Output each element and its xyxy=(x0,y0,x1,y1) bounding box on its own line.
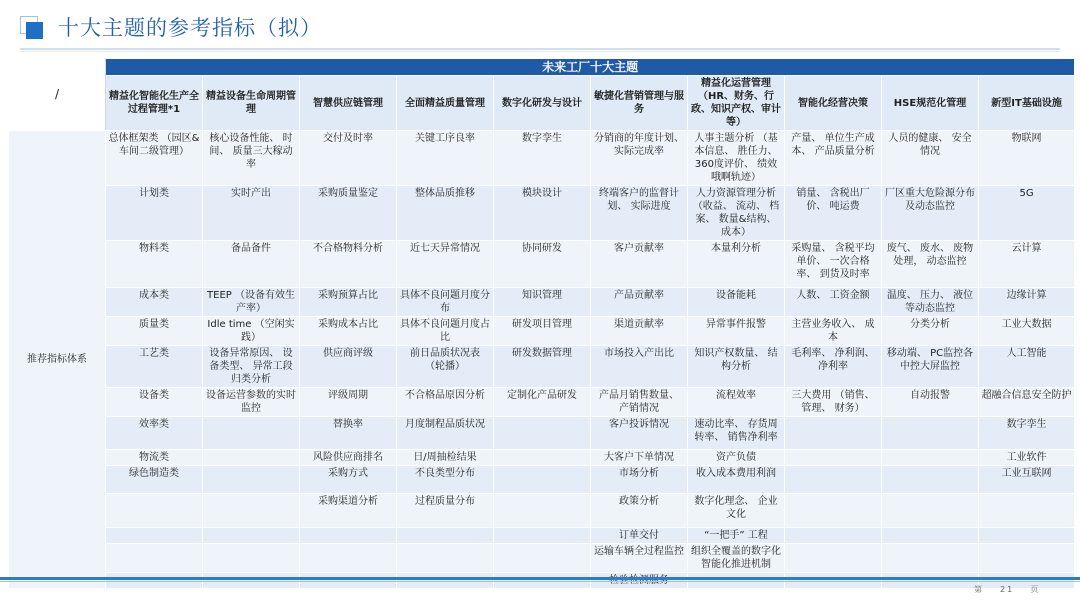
table-cell: 成本类 xyxy=(106,288,203,317)
table-cell: 设备类 xyxy=(106,388,203,417)
column-header: 全面精益质量管理 xyxy=(397,76,494,131)
table-row xyxy=(9,131,1075,186)
table-cell: 人数、 工资金额 xyxy=(785,288,882,317)
table-cell: 整体品质推移 xyxy=(397,186,494,241)
table-cell: 知识管理 xyxy=(494,288,591,317)
table-cell: 研发项目管理 xyxy=(494,317,591,346)
table-cell: 市场投入产出比 xyxy=(591,346,688,388)
table-row xyxy=(9,494,1075,528)
table-cell: 销量、 含税出厂价、 吨运费 xyxy=(785,186,882,241)
table-cell: 云计算 xyxy=(979,241,1075,288)
table-cell xyxy=(203,450,300,466)
table-cell: TEEP （设备有效生产率） xyxy=(203,288,300,317)
table-cell: 厂区重大危险源分布及动态监控 xyxy=(882,186,979,241)
page-prefix: 第 xyxy=(974,585,984,594)
table-cell: 备品备件 xyxy=(203,241,300,288)
column-header: 智能化经营决策 xyxy=(785,76,882,131)
side-label: 推荐指标体系 xyxy=(9,131,106,589)
table-cell: “一把手” 工程 xyxy=(688,528,785,544)
table-cell: 供应商评级 xyxy=(300,346,397,388)
table-cell: 总体框架类 （园区&车间二级管理） xyxy=(106,131,203,186)
table-cell: 毛利率、 净利润、 净利率 xyxy=(785,346,882,388)
group-header-row xyxy=(9,59,1075,76)
table-row xyxy=(9,466,1075,494)
table-cell: 月度制程品质状况 xyxy=(397,417,494,450)
table-cell: 市场分析 xyxy=(591,466,688,494)
column-header: 敏捷化营销管理与服务 xyxy=(591,76,688,131)
indicator-table xyxy=(8,58,1075,589)
corner-cell: / xyxy=(9,59,106,131)
title-divider-thin xyxy=(20,51,1060,52)
table-cell: 渠道贡献率 xyxy=(591,317,688,346)
table-cell: 绿色制造类 xyxy=(106,466,203,494)
table-cell: 边缘计算 xyxy=(979,288,1075,317)
table-cell: 采购成本占比 xyxy=(300,317,397,346)
table-cell: 产量、 单位生产成本、 产品质量分析 xyxy=(785,131,882,186)
table-cell: 过程质量分布 xyxy=(397,494,494,528)
table-cell: 不良类型分布 xyxy=(397,466,494,494)
table-cell: 分销商的年度计划、 实际完成率 xyxy=(591,131,688,186)
table-cell: 替换率 xyxy=(300,417,397,450)
table-cell: 具体不良问题月度占比 xyxy=(397,317,494,346)
table-row xyxy=(9,346,1075,388)
table-cell xyxy=(882,417,979,450)
table-cell xyxy=(494,528,591,544)
table-cell: 交付及时率 xyxy=(300,131,397,186)
table-cell: 组织全覆盖的数字化智能化推进机制 xyxy=(688,544,785,573)
table-cell: 数字孪生 xyxy=(979,417,1075,450)
table-cell xyxy=(106,494,203,528)
table-cell: 异常事件报警 xyxy=(688,317,785,346)
table-cell: 订单交付 xyxy=(591,528,688,544)
table-cell xyxy=(882,494,979,528)
page-number-value: 21 xyxy=(1000,585,1015,594)
column-header: 新型IT基础设施 xyxy=(979,76,1075,131)
table-cell: 移动端、 PC监控各中控大屏监控 xyxy=(882,346,979,388)
table-cell: 温度、 压力、 液位等动态监控 xyxy=(882,288,979,317)
table-cell: 废气、 废水、 废物处理， 动态监控 xyxy=(882,241,979,288)
table-cell xyxy=(300,528,397,544)
table-cell: 物联网 xyxy=(979,131,1075,186)
footer-divider xyxy=(0,577,1080,580)
table-cell: 设备能耗 xyxy=(688,288,785,317)
group-header: 未来工厂十大主题 xyxy=(106,59,1075,76)
table-cell xyxy=(397,544,494,573)
table-cell: 人工智能 xyxy=(979,346,1075,388)
footer-divider-thin xyxy=(0,581,1080,582)
table-cell: 质量类 xyxy=(106,317,203,346)
table-cell: 自动报警 xyxy=(882,388,979,417)
table-cell: 速动比率、 存货周转率、 销售净利率 xyxy=(688,417,785,450)
page-title: 十大主题的参考指标（拟） xyxy=(58,16,322,40)
table-cell xyxy=(203,494,300,528)
table-cell: 本量利分析 xyxy=(688,241,785,288)
table-cell: 前日品质状况表 （轮播） xyxy=(397,346,494,388)
table-cell: 数字孪生 xyxy=(494,131,591,186)
table-cell: 客户贡献率 xyxy=(591,241,688,288)
table-row xyxy=(9,528,1075,544)
table-cell: 设备异常原因、 设备类型、 异常工段归类分析 xyxy=(203,346,300,388)
table-cell: 日/周抽检结果 xyxy=(397,450,494,466)
table-cell xyxy=(785,544,882,573)
table-cell: 采购质量鉴定 xyxy=(300,186,397,241)
table-cell xyxy=(300,544,397,573)
table-cell: 客户投诉情况 xyxy=(591,417,688,450)
table-cell xyxy=(494,466,591,494)
table-cell: 政策分析 xyxy=(591,494,688,528)
table-cell: 人力资源管理分析 （收益、 流动、 档案、 数量&结构、 成本） xyxy=(688,186,785,241)
table-cell: 评级周期 xyxy=(300,388,397,417)
table-cell xyxy=(397,528,494,544)
table-cell: 效率类 xyxy=(106,417,203,450)
table-row xyxy=(9,186,1075,241)
column-header: 精益化运营管理（HR、财务、行政、知识产权、审计等） xyxy=(688,76,785,131)
table-row xyxy=(9,417,1075,450)
table-cell: 关键工序良率 xyxy=(397,131,494,186)
table-cell: 大客户下单情况 xyxy=(591,450,688,466)
table-cell: 不合格物料分析 xyxy=(300,241,397,288)
table-cell xyxy=(882,528,979,544)
table-row xyxy=(9,241,1075,288)
table-cell: 物料类 xyxy=(106,241,203,288)
table-cell: 近七天异常情况 xyxy=(397,241,494,288)
table-cell: 协同研发 xyxy=(494,241,591,288)
table-cell: 超融合信息安全防护 xyxy=(979,388,1075,417)
table-cell xyxy=(106,528,203,544)
table-cell: 三大费用 （销售、 管理、 财务） xyxy=(785,388,882,417)
title-bar xyxy=(0,0,1080,58)
table-cell: 研发数据管理 xyxy=(494,346,591,388)
page-suffix: 页 xyxy=(1030,585,1041,594)
table-cell: 采购方式 xyxy=(300,466,397,494)
table-cell xyxy=(785,466,882,494)
table-cell: 具体不良问题月度分布 xyxy=(397,288,494,317)
table-cell: 计划类 xyxy=(106,186,203,241)
title-square-icon xyxy=(20,16,44,40)
page-number xyxy=(966,584,1048,595)
table-cell xyxy=(203,466,300,494)
table-cell: 设备运营参数的实时监控 xyxy=(203,388,300,417)
table-cell: 人员的健康、 安全情况 xyxy=(882,131,979,186)
table-cell xyxy=(785,417,882,450)
table-cell xyxy=(785,494,882,528)
table-cell xyxy=(494,450,591,466)
table-cell: 风险供应商排名 xyxy=(300,450,397,466)
table-cell xyxy=(106,544,203,573)
table-row xyxy=(9,317,1075,346)
table-cell xyxy=(882,544,979,573)
table-cell: 主营业务收入、 成本 xyxy=(785,317,882,346)
table-cell xyxy=(979,494,1075,528)
table-cell: 收入成本费用利润 xyxy=(688,466,785,494)
table-cell xyxy=(203,417,300,450)
table-cell: 工艺类 xyxy=(106,346,203,388)
column-header: 智慧供应链管理 xyxy=(300,76,397,131)
column-header: 数字化研发与设计 xyxy=(494,76,591,131)
table-cell xyxy=(494,544,591,573)
table-cell: 核心设备性能、 时间、 质量三大稼动率 xyxy=(203,131,300,186)
column-header: HSE规范化管理 xyxy=(882,76,979,131)
table-cell: 采购量、 含税平均单价、 一次合格率、 到货及时率 xyxy=(785,241,882,288)
table-row xyxy=(9,544,1075,573)
table-cell: 流程效率 xyxy=(688,388,785,417)
table-cell xyxy=(882,450,979,466)
table-cell: 产品月销售数量、 产销情况 xyxy=(591,388,688,417)
table-cell: 模块设计 xyxy=(494,186,591,241)
table-cell: 工业大数据 xyxy=(979,317,1075,346)
column-header-row xyxy=(9,76,1075,131)
table-cell: 人事主题分析 （基本信息、 胜任力、 360度评价、 绩效哦啊轨迹） xyxy=(688,131,785,186)
table-cell xyxy=(203,528,300,544)
table-cell: 采购渠道分析 xyxy=(300,494,397,528)
column-header: 精益化智能化生产全过程管理*1 xyxy=(106,76,203,131)
table-cell xyxy=(785,528,882,544)
table-cell: 5G xyxy=(979,186,1075,241)
table-cell: 不合格品原因分析 xyxy=(397,388,494,417)
table-cell: 工业互联网 xyxy=(979,466,1075,494)
table-cell: 运输车辆全过程监控 xyxy=(591,544,688,573)
table-cell: 采购预算占比 xyxy=(300,288,397,317)
table-cell: 数字化理念、 企业文化 xyxy=(688,494,785,528)
table-cell xyxy=(979,544,1075,573)
table-cell: 实时产出 xyxy=(203,186,300,241)
table-cell: 物流类 xyxy=(106,450,203,466)
table-cell: 工业软件 xyxy=(979,450,1075,466)
table-cell: 定制化产品研发 xyxy=(494,388,591,417)
table-row xyxy=(9,450,1075,466)
table-cell: 分类分析 xyxy=(882,317,979,346)
table-row xyxy=(9,388,1075,417)
table-cell: 知识产权数量、 结构分析 xyxy=(688,346,785,388)
table-cell: 产品贡献率 xyxy=(591,288,688,317)
table-cell: Idle time （空闲实践） xyxy=(203,317,300,346)
table-cell: 终端客户的监督计划、 实际进度 xyxy=(591,186,688,241)
table-cell: 资产负债 xyxy=(688,450,785,466)
table-cell xyxy=(785,450,882,466)
table-cell xyxy=(979,528,1075,544)
table-cell xyxy=(494,417,591,450)
table-cell xyxy=(494,494,591,528)
title-divider xyxy=(20,48,1060,50)
column-header: 精益设备生命周期管理 xyxy=(203,76,300,131)
table-cell xyxy=(203,544,300,573)
table-cell xyxy=(882,466,979,494)
table-row xyxy=(9,288,1075,317)
